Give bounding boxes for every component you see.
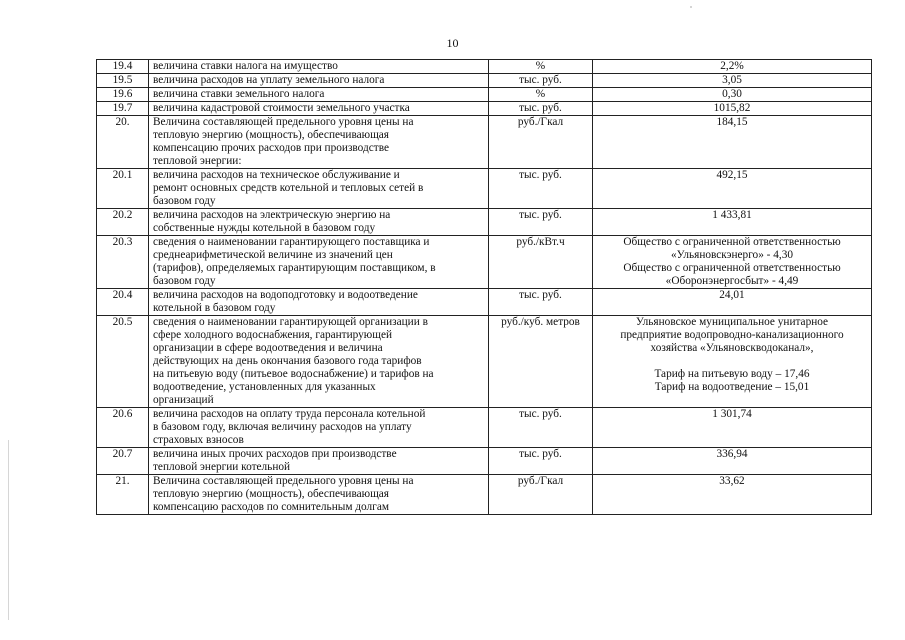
row-unit: тыс. руб. [489, 74, 593, 88]
row-unit: руб./Гкал [489, 475, 593, 515]
table-row [97, 169, 872, 209]
row-description: величина ставки земельного налога [149, 88, 489, 102]
row-value: 492,15 [593, 169, 872, 209]
table-row [97, 209, 872, 236]
row-description: величина расходов на электрическую энергию на собственные нужды котельной в базовом году [149, 209, 489, 236]
row-unit: тыс. руб. [489, 169, 593, 209]
row-number: 19.4 [97, 60, 149, 74]
row-number: 20.6 [97, 408, 149, 448]
table-row [97, 236, 872, 289]
row-number: 19.6 [97, 88, 149, 102]
table-row [97, 448, 872, 475]
row-value: 1 301,74 [593, 408, 872, 448]
row-number: 19.5 [97, 74, 149, 88]
tariff-table [96, 59, 872, 515]
row-unit: тыс. руб. [489, 102, 593, 116]
row-description: сведения о наименовании гарантирующей организации в сфере холодного водоснабжения, гарантирующей организации в сфере водоотведения и величина действующих на день окончания базового года тарифов на питьевую воду (питьевое водоснабжение) и тарифов на водоотведение, установленных для указанных организаций [149, 316, 489, 408]
row-number: 21. [97, 475, 149, 515]
row-unit: % [489, 88, 593, 102]
table-row [97, 102, 872, 116]
row-value: 2,2% [593, 60, 872, 74]
row-description: величина расходов на уплату земельного налога [149, 74, 489, 88]
row-value: 33,62 [593, 475, 872, 515]
row-number: 20.1 [97, 169, 149, 209]
row-value: 24,01 [593, 289, 872, 316]
row-value: 3,05 [593, 74, 872, 88]
row-description: величина расходов на оплату труда персонала котельной в базовом году, включая величину расходов на уплату страховых взносов [149, 408, 489, 448]
row-description: величина ставки налога на имущество [149, 60, 489, 74]
row-number: 20.7 [97, 448, 149, 475]
row-number: 20.2 [97, 209, 149, 236]
table-row [97, 289, 872, 316]
table-row [97, 316, 872, 408]
row-description: величина расходов на техническое обслуживание и ремонт основных средств котельной и тепловых сетей в базовом году [149, 169, 489, 209]
table-row [97, 408, 872, 448]
page-number: 10 [446, 36, 459, 50]
table-row [97, 475, 872, 515]
table-row [97, 60, 872, 74]
row-value: 336,94 [593, 448, 872, 475]
row-value: Общество с ограниченной ответственностью «Ульяновскэнерго» - 4,30 Общество с ограниченной ответственностью «Оборонэнергосбыт» - 4,49 [593, 236, 872, 289]
row-description: Величина составляющей предельного уровня цены на тепловую энергию (мощность), обеспечивающая компенсацию прочих расходов при производстве тепловой энергии: [149, 116, 489, 169]
row-description: Величина составляющей предельного уровня цены на тепловую энергию (мощность), обеспечивающая компенсацию расходов по сомнительным долгам [149, 475, 489, 515]
row-unit: руб./кВт.ч [489, 236, 593, 289]
scan-edge-mark [8, 440, 9, 620]
row-number: 20.5 [97, 316, 149, 408]
scan-speck [690, 6, 692, 8]
row-number: 19.7 [97, 102, 149, 116]
row-value: 184,15 [593, 116, 872, 169]
row-unit: тыс. руб. [489, 289, 593, 316]
row-unit: тыс. руб. [489, 408, 593, 448]
row-value: 0,30 [593, 88, 872, 102]
row-description: величина кадастровой стоимости земельного участка [149, 102, 489, 116]
table-row [97, 116, 872, 169]
row-value: 1015,82 [593, 102, 872, 116]
row-number: 20.3 [97, 236, 149, 289]
row-unit: тыс. руб. [489, 448, 593, 475]
table-row [97, 88, 872, 102]
row-description: величина расходов на водоподготовку и водоотведение котельной в базовом году [149, 289, 489, 316]
row-number: 20. [97, 116, 149, 169]
row-description: сведения о наименовании гарантирующего поставщика и среднеарифметической величине из значений цен (тарифов), определяемых гарантирующим поставщиком, в базовом году [149, 236, 489, 289]
row-number: 20.4 [97, 289, 149, 316]
row-unit: руб./куб. метров [489, 316, 593, 408]
row-unit: тыс. руб. [489, 209, 593, 236]
row-unit: руб./Гкал [489, 116, 593, 169]
row-value: 1 433,81 [593, 209, 872, 236]
table-row [97, 74, 872, 88]
row-unit: % [489, 60, 593, 74]
row-description: величина иных прочих расходов при производстве тепловой энергии котельной [149, 448, 489, 475]
row-value: Ульяновское муниципальное унитарное предприятие водопроводно-канализационного хозяйства «Ульяновскводоканал», Тариф на питьевую воду – 17,46 Тариф на водоотведение – 15,01 [593, 316, 872, 408]
